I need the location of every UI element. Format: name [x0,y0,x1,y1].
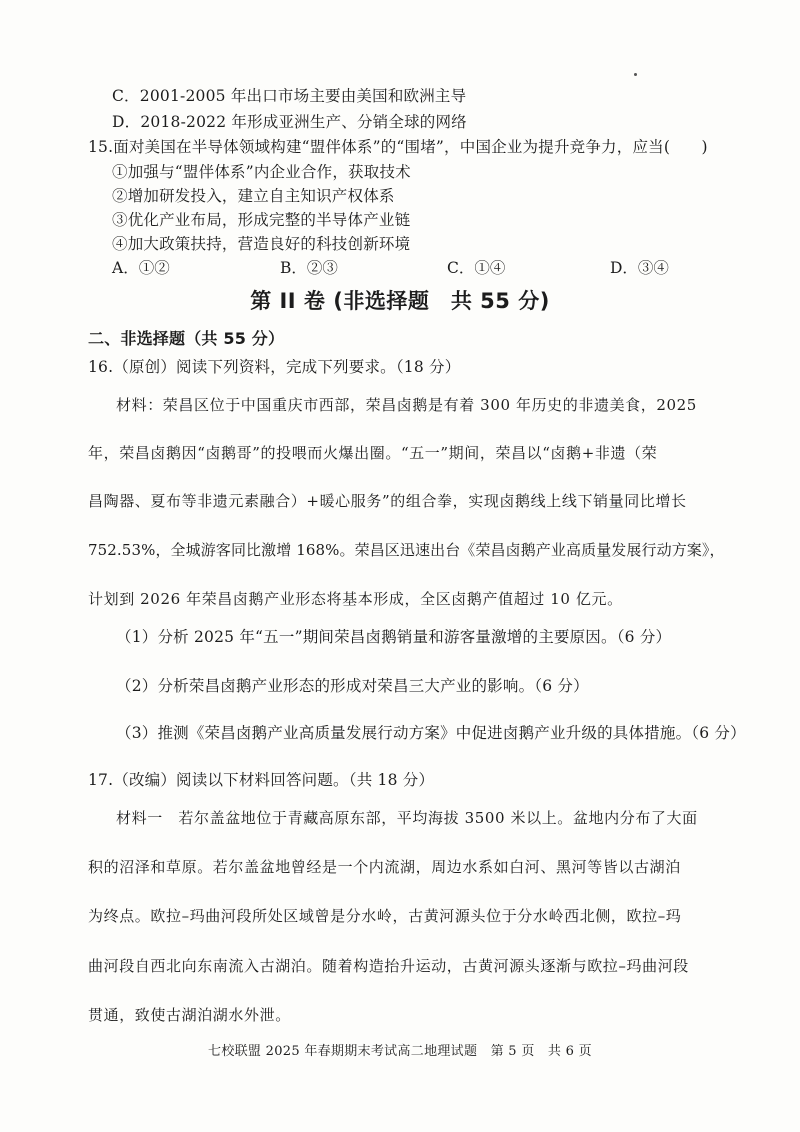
q16-material-line-3: 昌陶器、夏布等非遗元素融合）+暖心服务”的组合拳，实现卤鹅线上线下销量同比增长 [88,492,687,510]
q15-options [112,256,702,278]
q17-material-line-5: 贯通，致使古湖泊湖水外泄。 [88,1006,291,1024]
q16-sub-question-3: （3）推测《荣昌卤鹅产业高质量发展行动方案》中促进卤鹅产业升级的具体措施。（6 分） [116,724,746,742]
q15-option-a: A．①② [112,259,170,277]
q15-statement-2: ②增加研发投入，建立自主知识产权体系 [112,187,395,205]
q15-option-d: D．③④ [610,259,669,277]
q17-material-line-3: 为终点。欧拉–玛曲河段所处区域曾是分水岭，古黄河源头位于分水岭西北侧，欧拉–玛 [88,907,682,925]
q16-sub-question-2: （2）分析荣昌卤鹅产业形态的形成对荣昌三大产业的影响。（6 分） [116,677,589,695]
q15-statement-3: ③优化产业布局，形成完整的半导体产业链 [112,211,411,229]
section-title: 第 II 卷 (非选择题 共 55 分) [250,289,550,313]
q15-option-b: B．②③ [280,259,338,277]
part-heading: 二、非选择题（共 55 分） [88,329,285,348]
q17-material-line-1: 材料一 若尔盖盆地位于青藏高原东部，平均海拔 3500 米以上。盆地内分布了大面 [116,809,698,827]
q16-material-line-2: 年，荣昌卤鹅因“卤鹅哥”的投喂而火爆出圈。“五一”期间，荣昌以“卤鹅+非遗（荣 [88,444,658,462]
q17-header: 17.（改编）阅读以下材料回答问题。（共 18 分） [88,771,435,789]
q15-statement-4: ④加大政策扶持，营造良好的科技创新环境 [112,235,411,253]
q14-option-c: C．2001-2005 年出口市场主要由美国和欧洲主导 [112,87,467,105]
q14-option-d: D．2018-2022 年形成亚洲生产、分销全球的网络 [112,113,467,131]
q17-material-line-2: 积的沼泽和草原。若尔盖盆地曾经是一个内流湖，周边水系如白河、黑河等皆以古湖泊 [88,858,681,876]
page-footer: 七校联盟 2025 年春期期末考试高二地理试题 第 5 页 共 6 页 [208,1044,592,1059]
q16-material-line-1: 材料：荣昌区位于中国重庆市西部，荣昌卤鹅是有着 300 年历史的非遗美食，2025 [116,396,697,414]
scan-speck [634,73,637,76]
q15-stem: 15.面对美国在半导体领域构建“盟伴体系”的“围堵”，中国企业为提升竞争力，应当( ) [88,138,708,156]
q16-material-line-4: 752.53%，全城游客同比激增 168%。荣昌区迅速出台《荣昌卤鹅产业高质量发展行动方案》， [88,541,725,559]
q17-material-line-4: 曲河段自西北向东南流入古湖泊。随着构造抬升运动，古黄河源头逐渐与欧拉–玛曲河段 [88,957,689,975]
q15-statement-1: ①加强与“盟伴体系”内企业合作，获取技术 [112,163,411,181]
q16-header: 16.（原创）阅读下列资料，完成下列要求。（18 分） [88,358,461,376]
q16-sub-question-1: （1）分析 2025 年“五一”期间荣昌卤鹅销量和游客量激增的主要原因。（6 分） [116,628,672,646]
q16-material-line-5: 计划到 2026 年荣昌卤鹅产业形态将基本形成，全区卤鹅产值超过 10 亿元。 [88,590,623,608]
q15-option-c: C．①④ [447,259,506,277]
